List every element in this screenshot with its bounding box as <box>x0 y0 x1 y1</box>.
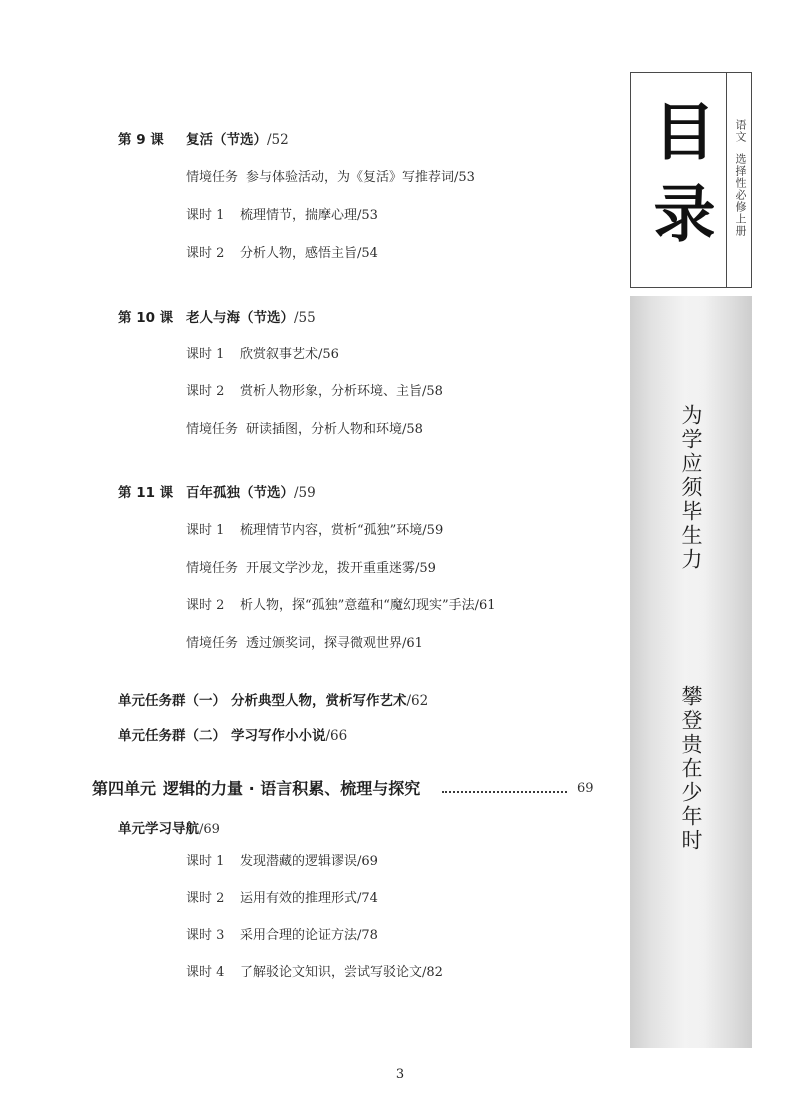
toc-sub-entry <box>0 597 620 615</box>
toc-sub-entry <box>0 421 620 439</box>
entry-label: 情境任务 <box>186 636 239 651</box>
box-divider <box>726 73 727 287</box>
task-group-title-entry <box>231 727 347 745</box>
toc-sub-entry <box>0 207 620 225</box>
toc-sub-entry <box>0 245 620 263</box>
book-label: 选择性必修上册 <box>734 153 747 237</box>
lesson-title: 百年孤独（节选） <box>186 485 294 501</box>
lesson-heading <box>0 131 620 149</box>
entry-text: 赏析人物形象，分析环境、主旨/58 <box>240 384 443 399</box>
unit-title: 逻辑的力量 · 语言积累、梳理与探究 <box>163 779 421 798</box>
task-group-title-entry <box>231 692 428 710</box>
toc-sub-entry <box>0 964 620 982</box>
task-group-title: 分析典型人物，赏析写作艺术 <box>231 693 407 709</box>
toc-sub-entry <box>0 169 620 187</box>
entry-text: 析人物，探“孤独”意蕴和“魔幻现实”手法/61 <box>240 598 496 613</box>
lesson-number: 第 9 课 <box>118 132 164 148</box>
entry-text: 采用合理的论证方法/78 <box>240 928 378 943</box>
page-number: 3 <box>395 1067 405 1082</box>
lesson-title: 复活（节选） <box>186 132 267 148</box>
dot-leader <box>442 791 567 793</box>
entry-label: 情境任务 <box>186 422 239 437</box>
task-group-page: /66 <box>325 728 348 744</box>
motto-line-1: 为学应须毕生力 <box>679 404 703 572</box>
entry-text: 了解驳论文知识，尝试写驳论文/82 <box>240 965 443 980</box>
lesson-title-entry <box>186 484 316 502</box>
task-group-label: 单元任务群（二） <box>118 728 226 744</box>
unit-guide-entry <box>0 820 620 838</box>
toc-title-box <box>630 72 752 288</box>
unit-heading <box>0 779 620 799</box>
entry-text: 开展文学沙龙，拨开重重迷雾/59 <box>246 561 436 576</box>
entry-text: 梳理情节内容，赏析“孤独”环境/59 <box>240 523 444 538</box>
lesson-page: /52 <box>267 132 289 148</box>
lesson-page: /59 <box>294 485 316 501</box>
lesson-number: 第 11 课 <box>118 485 174 501</box>
task-group-page: /62 <box>406 693 429 709</box>
lesson-number: 第 10 课 <box>118 310 174 326</box>
entry-label: 课时 1 <box>186 523 225 538</box>
lesson-heading <box>0 309 620 327</box>
entry-label: 课时 2 <box>186 384 225 399</box>
toc-sub-entry <box>0 927 620 945</box>
lesson-page: /55 <box>294 310 316 326</box>
entry-label: 情境任务 <box>186 561 239 576</box>
lesson-title: 老人与海（节选） <box>186 310 294 326</box>
unit-guide-page: /69 <box>199 822 220 837</box>
unit-label: 第四单元 <box>92 779 157 798</box>
toc-sub-entry <box>0 346 620 364</box>
task-group-entry <box>0 727 620 745</box>
toc-sub-entry <box>0 635 620 653</box>
entry-label: 课时 1 <box>186 208 225 223</box>
task-group-entry <box>0 692 620 710</box>
entry-text: 分析人物，感悟主旨/54 <box>240 246 378 261</box>
lesson-heading <box>0 484 620 502</box>
entry-label: 情境任务 <box>186 170 239 185</box>
subject-label: 语文 <box>734 119 747 143</box>
entry-label: 课时 1 <box>186 347 225 362</box>
motto-panel <box>630 296 752 1048</box>
entry-label: 课时 2 <box>186 598 225 613</box>
toc-sub-entry <box>0 560 620 578</box>
lesson-title-entry <box>186 131 289 149</box>
motto-line-2: 攀登贵在少年时 <box>679 685 703 853</box>
entry-text: 梳理情节，揣摩心理/53 <box>240 208 378 223</box>
entry-label: 课时 4 <box>186 965 225 980</box>
lesson-title-entry <box>186 309 316 327</box>
entry-text: 发现潜藏的逻辑谬误/69 <box>240 854 378 869</box>
unit-page: 69 <box>577 781 594 796</box>
entry-text: 参与体验活动，为《复活》写推荐词/53 <box>246 170 475 185</box>
toc-title: 目录 <box>643 99 716 263</box>
entry-label: 课时 1 <box>186 854 225 869</box>
entry-text: 运用有效的推理形式/74 <box>240 891 378 906</box>
toc-sub-entry <box>0 383 620 401</box>
unit-guide <box>118 820 220 839</box>
task-group-title: 学习写作小小说 <box>231 728 326 744</box>
entry-text: 透过颁奖词，探寻微观世界/61 <box>246 636 423 651</box>
entry-label: 课时 3 <box>186 928 225 943</box>
unit-guide-title: 单元学习导航 <box>118 821 199 837</box>
task-group-label: 单元任务群（一） <box>118 693 226 709</box>
entry-label: 课时 2 <box>186 246 225 261</box>
entry-text: 研读插图，分析人物和环境/58 <box>246 422 423 437</box>
entry-text: 欣赏叙事艺术/56 <box>240 347 339 362</box>
toc-sub-entry <box>0 522 620 540</box>
toc-sub-entry <box>0 890 620 908</box>
toc-sub-entry <box>0 853 620 871</box>
entry-label: 课时 2 <box>186 891 225 906</box>
